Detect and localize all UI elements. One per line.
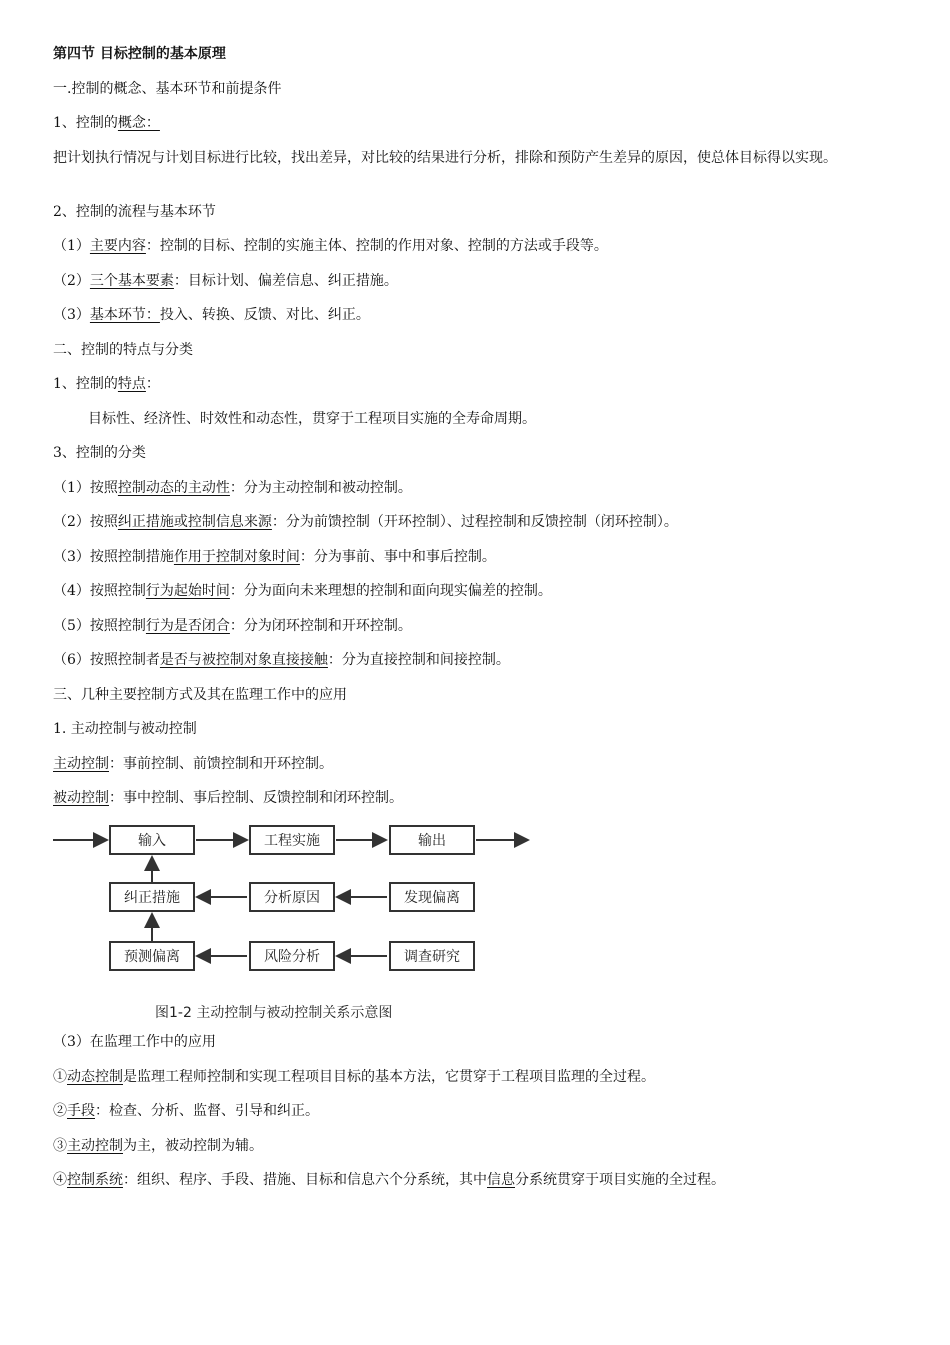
box-research: 调查研究	[389, 941, 475, 971]
item-prefix: ②	[53, 1103, 67, 1119]
item-keyword: 控制系统	[67, 1172, 123, 1188]
item-text: ：分为主动控制和被动控制。	[229, 480, 412, 496]
item-prefix: （3）按照控制措施	[53, 549, 174, 565]
box-discover: 发现偏离	[389, 882, 475, 912]
subheading-1: 1. 主动控制与被动控制	[53, 721, 197, 737]
concept-prefix: 1、控制的	[53, 115, 118, 131]
feature-keyword: 特点	[117, 376, 146, 392]
item-prefix: （6）按照控制者	[53, 652, 160, 668]
flow-item	[53, 271, 398, 291]
active-text: ：事前控制、前馈控制和开环控制。	[109, 756, 333, 772]
class-item	[53, 616, 412, 636]
item-text: ：分为直接控制和间接控制。	[327, 652, 510, 668]
item-text: ：分为前馈控制（开环控制）、过程控制和反馈控制（闭环控制）。	[271, 514, 678, 530]
item-prefix: （1）	[53, 238, 90, 254]
box-risk: 风险分析	[249, 941, 335, 971]
section-title: 第四节 目标控制的基本原理	[53, 46, 226, 62]
passive-text: ：事中控制、事后控制、反馈控制和闭环控制。	[109, 790, 403, 806]
active-keyword: 主动控制	[53, 756, 109, 772]
item-keyword: 纠正措施或控制信息来源	[117, 514, 272, 530]
item-prefix: （2）按照	[53, 514, 118, 530]
app-heading: （3）在监理工作中的应用	[53, 1034, 216, 1050]
box-correct: 纠正措施	[109, 882, 195, 912]
item-text: ：组织、程序、手段、措施、目标和信息六个分系统，其中	[123, 1172, 487, 1188]
app-item	[53, 1101, 319, 1121]
item-keyword: 行为起始时间	[145, 583, 230, 599]
passive-keyword: 被动控制	[53, 790, 109, 806]
item-keyword: 是否与被控制对象直接接触	[159, 652, 328, 668]
class-item	[53, 547, 496, 567]
box-predict: 预测偏离	[109, 941, 195, 971]
concept-underline: 概念：	[117, 115, 160, 131]
item-text: ：检查、分析、监督、引导和纠正。	[95, 1103, 319, 1119]
item-keyword: 手段	[67, 1103, 95, 1119]
class-item	[53, 581, 552, 601]
box-output: 输出	[389, 825, 475, 855]
class-item	[53, 478, 412, 498]
concept-text: 把计划执行情况与计划目标进行比较，找出差异，对比较的结果进行分析，排除和预防产生差异的原因，使总体目标得以实现。	[53, 150, 837, 166]
item-keyword: 主要内容	[89, 238, 146, 254]
item-prefix: ①	[53, 1069, 67, 1085]
item-prefix: （1）按照	[53, 480, 118, 496]
feature-prefix: 1、控制的	[53, 376, 118, 392]
item-keyword: 主动控制	[67, 1138, 123, 1154]
active-control-line	[53, 754, 333, 774]
control-diagram	[50, 820, 530, 970]
flow-item	[53, 305, 370, 325]
item-text: 为主，被动控制为辅。	[123, 1138, 263, 1154]
heading-3: 三、几种主要控制方式及其在监理工作中的应用	[53, 687, 347, 703]
item-prefix: （3）	[53, 307, 90, 323]
app-item	[53, 1136, 263, 1156]
item-keyword: 控制动态的主动性	[117, 480, 230, 496]
concept-heading	[53, 113, 160, 133]
item-keyword: 三个基本要素	[89, 273, 174, 289]
item-keyword: 基本环节：	[89, 307, 160, 323]
item-text: 投入、转换、反馈、对比、纠正。	[159, 307, 370, 323]
diagram-caption: 图1-2 主动控制与被动控制关系示意图	[155, 1005, 393, 1021]
item-text-2: 分系统贯穿于项目实施的全过程。	[515, 1172, 725, 1188]
item-text: ：分为闭环控制和开环控制。	[229, 618, 412, 634]
app-item	[53, 1170, 725, 1190]
item-text: 是监理工程师控制和实现工程项目目标的基本方法，它贯穿于工程项目监理的全过程。	[123, 1069, 655, 1085]
heading-1: 一.控制的概念、基本环节和前提条件	[53, 81, 282, 97]
item-keyword: 作用于控制对象时间	[173, 549, 300, 565]
item-prefix: （2）	[53, 273, 90, 289]
heading-2: 二、控制的特点与分类	[53, 342, 193, 358]
item-text: ：目标计划、偏差信息、纠正措施。	[173, 273, 398, 289]
item-keyword: 动态控制	[67, 1069, 123, 1085]
box-implement: 工程实施	[249, 825, 335, 855]
class-heading: 3、控制的分类	[53, 445, 146, 461]
item-text: ：分为事前、事中和事后控制。	[299, 549, 496, 565]
flow-heading: 2、控制的流程与基本环节	[53, 204, 216, 220]
item-prefix: （5）按照控制	[53, 618, 146, 634]
class-item	[53, 512, 678, 532]
app-item	[53, 1067, 655, 1087]
item-keyword-2: 信息	[487, 1172, 515, 1188]
item-prefix: ③	[53, 1138, 67, 1154]
item-prefix: （4）按照控制	[53, 583, 146, 599]
flow-item	[53, 236, 608, 256]
feature-text: 目标性、经济性、时效性和动态性，贯穿于工程项目实施的全寿命周期。	[88, 411, 536, 427]
item-text: ：分为面向未来理想的控制和面向现实偏差的控制。	[229, 583, 552, 599]
item-keyword: 行为是否闭合	[145, 618, 230, 634]
box-analyze: 分析原因	[249, 882, 335, 912]
class-item	[53, 650, 510, 670]
item-prefix: ④	[53, 1172, 67, 1188]
passive-control-line	[53, 788, 403, 808]
feature-colon: ：	[145, 376, 160, 392]
item-text: ：控制的目标、控制的实施主体、控制的作用对象、控制的方法或手段等。	[145, 238, 608, 254]
feature-heading	[53, 374, 160, 394]
box-input: 输入	[109, 825, 195, 855]
